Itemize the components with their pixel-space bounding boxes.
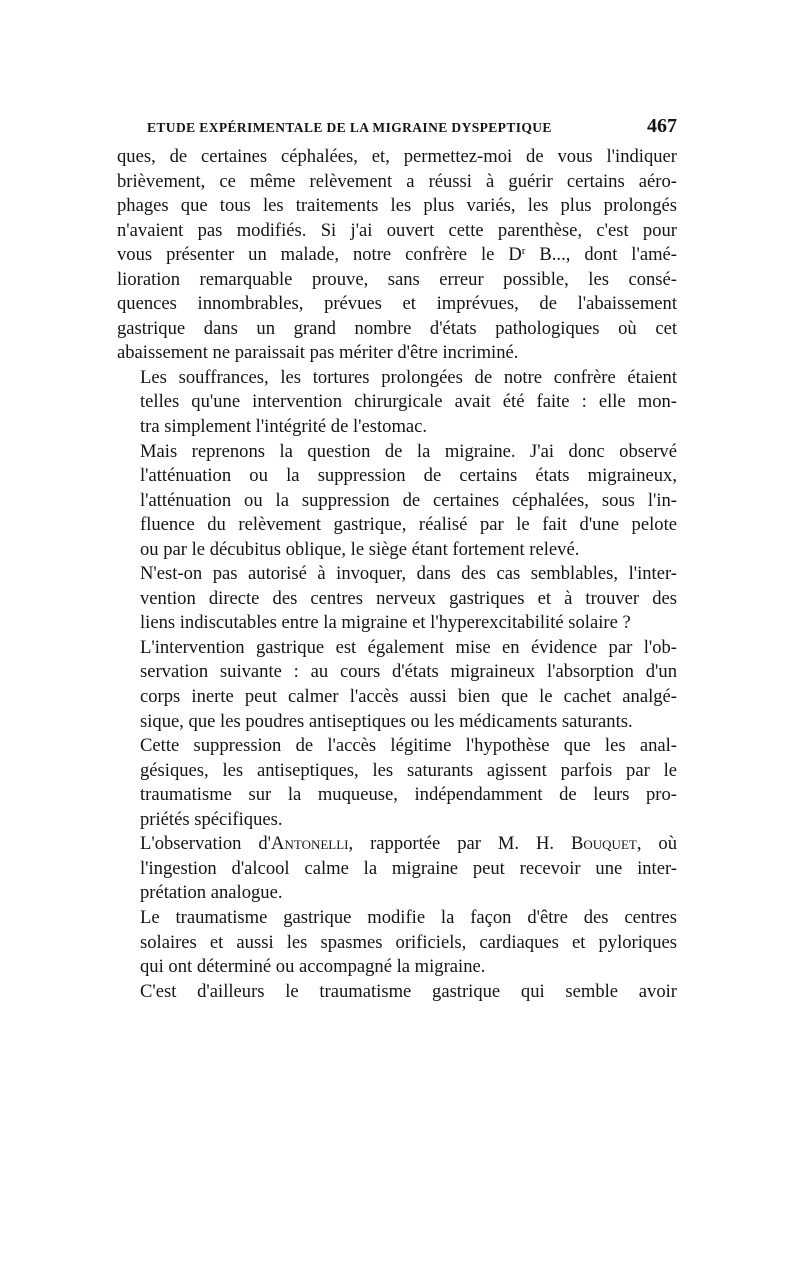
text-line: qui ont déterminé ou accompagné la migraine. bbox=[140, 956, 486, 978]
text-line: priétés spécifiques. bbox=[140, 808, 283, 830]
text-line: telles qu'une intervention chirurgicale avait été faite : elle mon- bbox=[140, 391, 677, 413]
paragraph bbox=[117, 980, 677, 1005]
text-line: liens indiscutables entre la migraine et l'hyperexcitabilité solaire ? bbox=[140, 612, 631, 634]
superscript: r bbox=[521, 245, 526, 258]
paragraph bbox=[117, 636, 677, 734]
text-line: gésiques, les antiseptiques, les saturants agissent parfois par le bbox=[140, 759, 677, 781]
text-line: Le traumatisme gastrique modifie la façon d'être des centres bbox=[140, 906, 677, 928]
text-line: lioration remarquable prouve, sans erreur possible, les consé- bbox=[117, 268, 677, 290]
text-line: servation suivante : au cours d'états migraineux l'absorption d'un bbox=[140, 661, 677, 683]
paragraph-continuation bbox=[117, 145, 677, 366]
text-line: abaissement ne paraissait pas mériter d'être incriminé. bbox=[117, 342, 519, 364]
text-line: quences innombrables, prévues et imprévues, de l'abaissement bbox=[117, 293, 677, 315]
text-line: fluence du relèvement gastrique, réalisé par le fait d'une pelote bbox=[140, 514, 677, 536]
text-line: corps inerte peut calmer l'accès aussi bien que le cachet analgé- bbox=[140, 686, 677, 708]
text-fragment: , rapportée par M. H. bbox=[348, 833, 571, 855]
paragraph bbox=[117, 734, 677, 832]
text-line: N'est-on pas autorisé à invoquer, dans des cas semblables, l'inter- bbox=[140, 563, 677, 585]
text-line: prétation analogue. bbox=[140, 882, 283, 904]
body-text bbox=[117, 145, 677, 1004]
running-head bbox=[117, 112, 677, 140]
text-line: ques, de certaines céphalées, et, permettez-moi de vous l'indiquer bbox=[117, 146, 677, 167]
text-line: L'intervention gastrique est également mise en évidence par l'ob- bbox=[140, 636, 677, 658]
running-title: ETUDE EXPÉRIMENTALE DE LA MIGRAINE DYSPEPTIQUE bbox=[147, 120, 552, 135]
text-line: ou par le décubitus oblique, le siège étant fortement relevé. bbox=[140, 538, 580, 560]
text-line: gastrique dans un grand nombre d'états pathologiques où cet bbox=[117, 317, 677, 339]
text-line: phages que tous les traitements les plus variés, les plus prolongés bbox=[117, 195, 677, 217]
text-line: l'ingestion d'alcool calme la migraine peut recevoir une inter- bbox=[140, 857, 677, 879]
text-line: C'est d'ailleurs le traumatisme gastrique qui semble avoir bbox=[140, 980, 677, 1002]
page-number: 467 bbox=[647, 115, 677, 137]
paragraph bbox=[117, 562, 677, 636]
author-name: Bouquet bbox=[570, 833, 637, 855]
text-fragment: L'observation d' bbox=[140, 833, 272, 855]
paragraph bbox=[117, 906, 677, 980]
book-page bbox=[117, 112, 677, 1004]
text-line: traumatisme sur la muqueuse, indépendamment de leurs pro- bbox=[140, 784, 677, 806]
paragraph bbox=[117, 440, 677, 563]
text-line: l'atténuation ou la suppression de certaines céphalées, sous l'in- bbox=[140, 489, 677, 511]
text-line: sique, que les poudres antiseptiques ou les médicaments saturants. bbox=[140, 710, 633, 732]
text-fragment: B..., dont l'amé- bbox=[525, 244, 677, 266]
text-line: brièvement, ce même relèvement a réussi à guérir certains aéro- bbox=[117, 170, 677, 192]
text-line: Mais reprenons la question de la migraine. J'ai donc observé bbox=[140, 440, 677, 462]
text-line: vention directe des centres nerveux gastriques et à trouver des bbox=[140, 587, 677, 609]
text-line: l'atténuation ou la suppression de certains états migraineux, bbox=[140, 465, 677, 487]
text-line: Cette suppression de l'accès légitime l'hypothèse que les anal- bbox=[140, 735, 677, 757]
text-line: solaires et aussi les spasmes orificiels, cardiaques et pyloriques bbox=[140, 931, 677, 953]
text-line: n'avaient pas modifiés. Si j'ai ouvert cette parenthèse, c'est pour bbox=[117, 219, 677, 241]
text-line bbox=[117, 243, 677, 268]
text-fragment: vous présenter un malade, notre confrère le D bbox=[117, 244, 522, 266]
text-line: Les souffrances, les tortures prolongées de notre confrère étaient bbox=[140, 366, 677, 388]
text-line: tra simplement l'intégrité de l'estomac. bbox=[140, 416, 428, 438]
paragraph bbox=[117, 832, 677, 906]
text-fragment: , où bbox=[636, 833, 677, 855]
paragraph bbox=[117, 366, 677, 440]
author-name: Antonelli bbox=[271, 833, 349, 855]
text-line bbox=[117, 832, 677, 857]
